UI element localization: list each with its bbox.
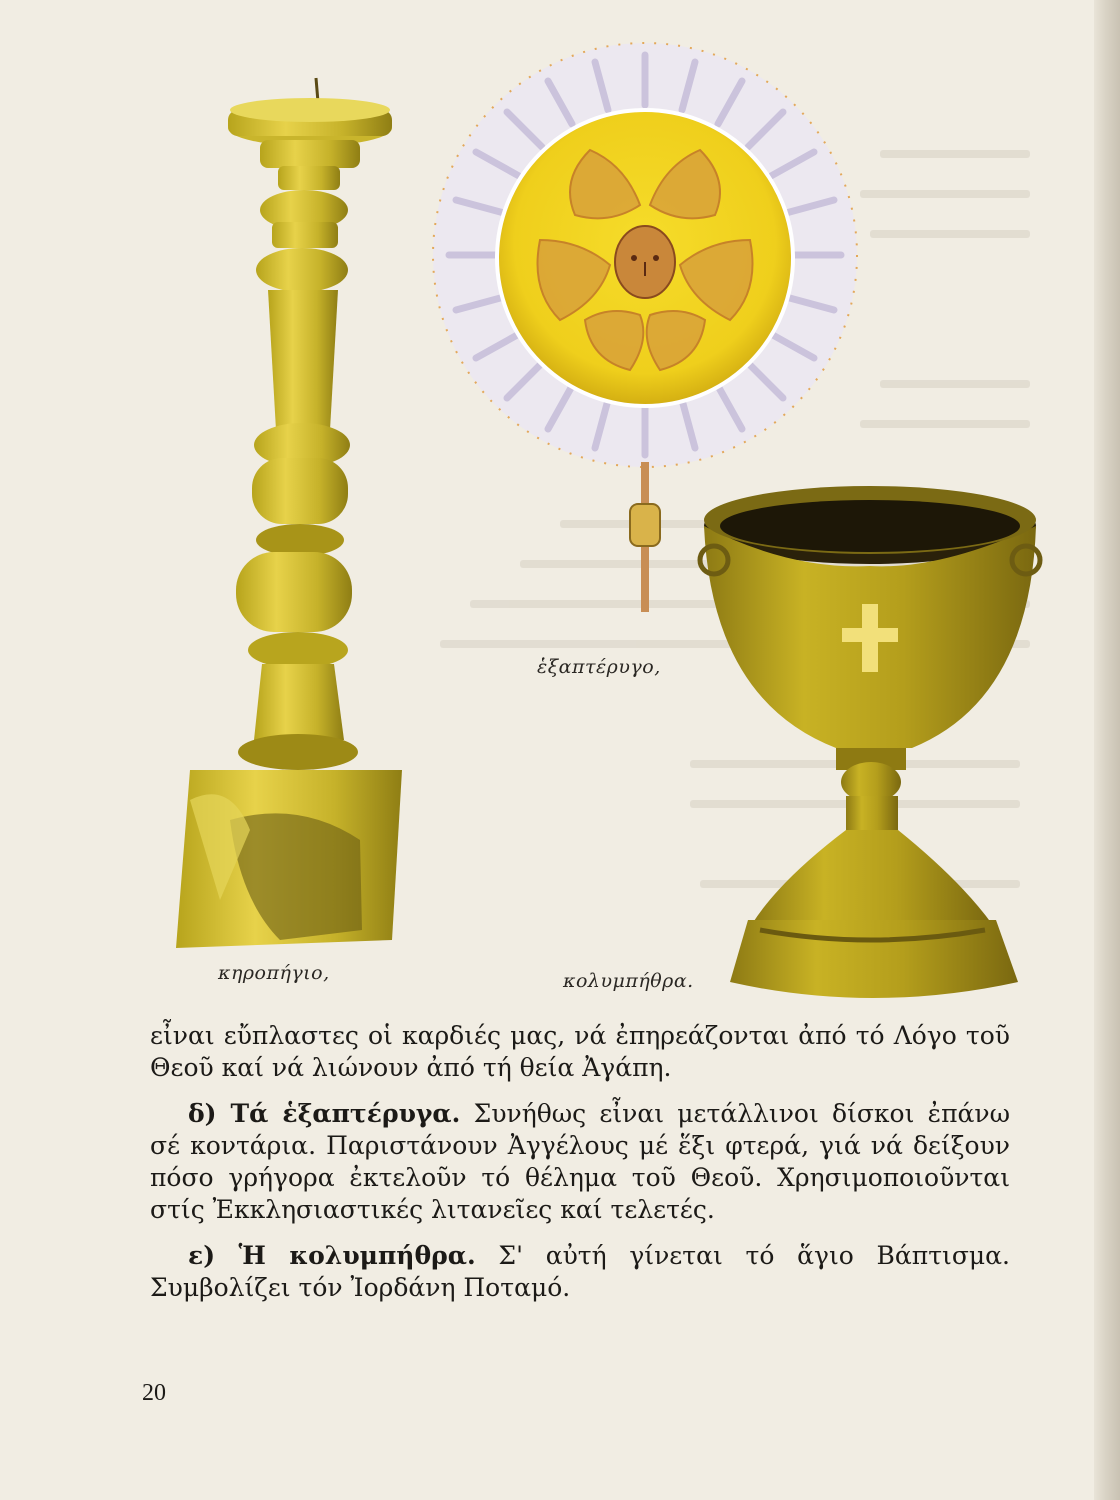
paragraph-hexapteryga (150, 1098, 1010, 1226)
font-illustration (700, 486, 1040, 998)
paragraph-font-text: Σ' αὐτή γίνεται τό ἅγιο Βάπτισμα. Συμβολίζει τόν Ἰορδάνη Ποταμό. (150, 1241, 1011, 1302)
candlestick-illustration (176, 78, 402, 948)
paragraph-font (150, 1240, 1010, 1304)
caption-font: κολυμπήθρα. (563, 970, 694, 992)
heading-font: ε) Ἡ κολυμπήθρα. (188, 1241, 476, 1270)
caption-candlestick: κηροπήγιο, (218, 962, 330, 984)
body-text (150, 1020, 1010, 1318)
caption-hexapteryga: ἑξαπτέρυγο, (537, 656, 661, 678)
page-number: 20 (142, 1380, 166, 1406)
paragraph-hexapteryga-text: Συνήθως εἶναι μετάλλινοι δίσκοι ἐπάνω σέ κοντάρια. Παριστάνουν Ἀγγέλους μέ ἕξι φτερά, γιά νά δείξουν πόσο γρήγορα ἐκτελοῦν τό θέλημα τοῦ Θεοῦ. Χρησιμοποιοῦνται στίς Ἐκκλησιαστικές λιτανεῖες καί τελετές. (150, 1099, 1010, 1224)
paragraph-1: εἶναι εὔπλαστες οἱ καρδιές μας, νά ἐπηρεάζονται ἀπό τό Λόγο τοῦ Θεοῦ καί νά λιώνουν ἀπό τή θεία Ἀγάπη. (150, 1021, 1010, 1082)
heading-hexapteryga: δ) Τά ἑξαπτέρυγα. (188, 1099, 461, 1128)
